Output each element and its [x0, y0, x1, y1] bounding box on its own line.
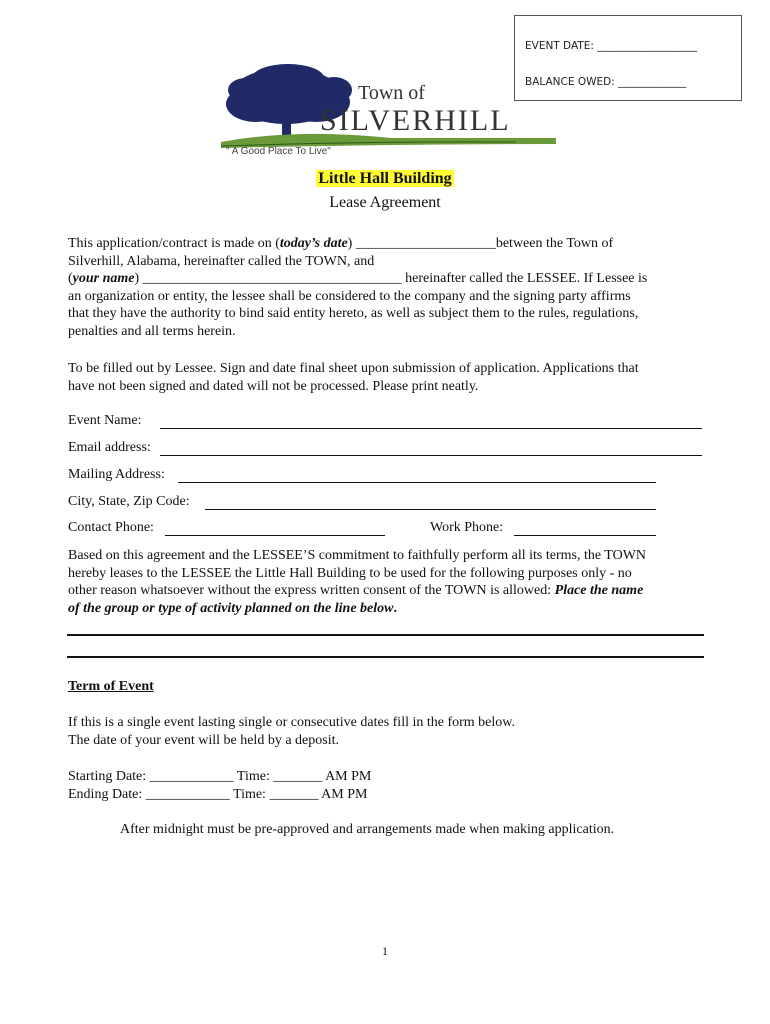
contact-phone-label: Contact Phone: — [68, 520, 154, 535]
starting-date-row[interactable]: Starting Date: ____________ Time: _______ AM PM — [68, 769, 372, 784]
term-instructions: If this is a single event lasting single or consecutive dates fill in the form below. The date of your event will be held by a deposit. — [68, 715, 515, 748]
city-state-zip-input[interactable] — [205, 509, 656, 510]
email-label: Email address: — [68, 440, 151, 455]
midnight-note: After midnight must be pre-approved and arrangements made when making application. — [120, 822, 615, 837]
event-name-label: Event Name: — [68, 413, 142, 428]
mailing-address-label: Mailing Address: — [68, 467, 165, 482]
work-phone-input[interactable] — [514, 535, 656, 536]
event-dates-block — [68, 768, 371, 803]
email-input[interactable] — [160, 455, 702, 456]
page-number: 1 — [382, 944, 388, 958]
instructions-paragraph: To be filled out by Lessee. Sign and date final sheet upon submission of application. Applications that have not been signed and dated will not be processed. Please print neatly. — [68, 361, 639, 394]
balance-owed-field[interactable]: BALANCE OWED: _____________ — [525, 76, 687, 88]
term-of-event-heading: Term of Event — [68, 679, 154, 694]
event-date-field[interactable]: EVENT DATE: ___________________ — [525, 40, 697, 52]
contact-phone-input[interactable] — [165, 535, 385, 536]
work-phone-label: Work Phone: — [430, 520, 504, 535]
purpose-line-2[interactable] — [67, 656, 704, 658]
agreement-paragraph: Based on this agreement and the LESSEE’S commitment to faithfully perform all its terms, the TOWN hereby leases to the LESSEE the Little Hall Building to be used for the following purposes only - no other reason whatsoever without the express written consent of the TOWN is allowed: Place the name of the group or type of activity planned on the line below. — [68, 548, 647, 616]
logo-town-of: Town of — [358, 82, 425, 104]
purpose-line-1[interactable] — [67, 634, 704, 636]
logo-town-name: SILVERHILL — [320, 104, 511, 137]
city-state-zip-label: City, State, Zip Code: — [68, 494, 190, 509]
intro-paragraph: This application/contract is made on (today’s date) ____________________between the Town of Silverhill, Alabama, hereinafter called the TOWN, and (your name) _____________________________________ hereinafter called the LESSEE. If Lessee is an organization or entity, the lessee shall be considered to the company and the signing party affirms that they have the authority to bind said entity hereto, as well as subject them to the rules, regulations, penalties and all terms herein. — [68, 236, 648, 339]
document-title: Little Hall Building — [318, 170, 452, 187]
town-logo — [216, 62, 562, 166]
event-name-input[interactable] — [160, 428, 702, 429]
mailing-address-input[interactable] — [178, 482, 656, 483]
logo-slogan: " A Good Place To Live" — [226, 146, 331, 157]
ending-date-row[interactable]: Ending Date: ____________ Time: _______ AM PM — [68, 786, 368, 802]
document-subtitle: Lease Agreement — [329, 194, 441, 211]
